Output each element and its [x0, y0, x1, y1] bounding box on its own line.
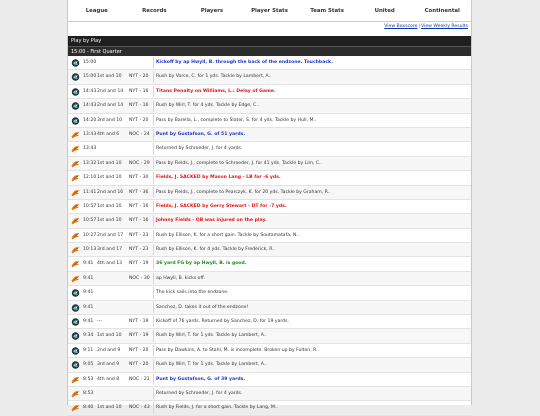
- play-time: 11:41: [83, 189, 97, 195]
- titans-logo-icon: [71, 59, 80, 67]
- column-divider: [153, 345, 154, 356]
- nav-continental[interactable]: Continental: [424, 7, 460, 14]
- play-time: 14:20: [83, 117, 97, 123]
- play-field-position: NYT - 36: [129, 189, 149, 195]
- play-field-position: NYT - 23: [129, 247, 149, 253]
- play-field-position: NOC - 43: [129, 405, 150, 411]
- main-nav: [68, 0, 471, 22]
- titans-logo-icon: [71, 304, 80, 312]
- play-field-position: NYT - 16: [129, 88, 149, 94]
- play-row: [68, 358, 471, 372]
- noc-logo-icon: [71, 275, 80, 283]
- play-time: 14:43: [83, 103, 97, 109]
- play-down-distance: 2nd and 17: [97, 232, 124, 238]
- play-down-distance: 3rd and 17: [97, 247, 123, 253]
- noc-logo-icon: [71, 174, 80, 182]
- column-divider: [153, 57, 154, 68]
- noc-logo-icon: [71, 404, 80, 412]
- play-field-position: NOC - 29: [129, 160, 150, 166]
- play-field-position: NYT - 19: [129, 319, 149, 325]
- play-description: Kickoff of 76 yards. Returned by Sanchez, D. for 19 yards.: [156, 319, 289, 325]
- play-down-distance: 4th and 13: [97, 261, 123, 267]
- titans-logo-icon: [71, 332, 80, 340]
- titans-logo-icon: [71, 117, 80, 125]
- nav-records[interactable]: Records: [142, 7, 167, 14]
- play-row: [68, 186, 471, 200]
- play-down-distance: 3rd and 10: [97, 117, 123, 123]
- play-description: Punt by Gustafson, G. of 51 yards.: [156, 131, 246, 137]
- page: [67, 0, 472, 411]
- column-divider: [153, 71, 154, 82]
- titans-logo-icon: [71, 73, 80, 81]
- noc-logo-icon: [71, 189, 80, 197]
- play-down-distance: 1st and 10: [97, 175, 122, 181]
- play-row: [68, 373, 471, 387]
- column-divider: [153, 330, 154, 341]
- column-divider: [153, 316, 154, 327]
- play-field-position: NOC - 24: [129, 131, 150, 137]
- play-time: 9:41: [83, 261, 94, 267]
- column-divider: [153, 201, 154, 212]
- column-divider: [153, 143, 154, 154]
- play-description: Rush by Wirl, T. for 4 yds. Tackle by Edge, C..: [156, 103, 260, 109]
- column-divider: [153, 359, 154, 370]
- play-time: 15:00: [83, 74, 97, 80]
- play-down-distance: 1st and 10: [97, 405, 122, 411]
- play-field-position: NYT - 30: [129, 175, 149, 181]
- play-down-distance: 2nd and 14: [97, 103, 124, 109]
- play-field-position: NYT - 16: [129, 218, 149, 224]
- column-divider: [153, 273, 154, 284]
- play-row: [68, 171, 471, 185]
- play-down-distance: 3rd and 9: [97, 362, 120, 368]
- play-description: Pass by Dawkins, A. to Stahl, M. is incomplete. Broken up by Fulton, R..: [156, 347, 320, 353]
- nav-team-stats[interactable]: Team Stats: [310, 7, 344, 14]
- titans-logo-icon: [71, 361, 80, 369]
- play-row: [68, 200, 471, 214]
- quarter-header: 15:00 - First Quarter: [68, 46, 471, 56]
- play-field-position: NYT - 16: [129, 203, 149, 209]
- play-time: 9:41: [83, 319, 94, 325]
- play-description: Pass by Fields, J., complete to Pearczyk, K. for 20 yds. Tackle by Graham, R..: [156, 189, 331, 195]
- play-time: 13:43: [83, 131, 97, 137]
- nav-league[interactable]: League: [85, 7, 108, 14]
- play-description: The kick sails into the endzone.: [156, 290, 229, 296]
- play-field-position: NYT - 16: [129, 103, 149, 109]
- play-time: 8:40: [83, 405, 94, 411]
- play-time: 10:27: [83, 232, 97, 238]
- play-row: [68, 286, 471, 300]
- play-down-distance: 1st and 10: [97, 218, 122, 224]
- nav-player-stats[interactable]: Player Stats: [251, 7, 288, 14]
- titans-logo-icon: [71, 289, 80, 297]
- column-divider: [153, 215, 154, 226]
- play-row: [68, 229, 471, 243]
- play-description: Pass by Barella, L., complete to Slater, S. for 4 yds. Tackle by Hull, M..: [156, 117, 317, 123]
- play-down-distance: 1st and 10: [97, 160, 122, 166]
- play-row: [68, 70, 471, 84]
- noc-logo-icon: [71, 260, 80, 268]
- column-divider: [153, 258, 154, 269]
- play-description: Returned by Schroeder, J. for 4 yards.: [156, 146, 243, 152]
- play-time: 9:41: [83, 275, 94, 281]
- play-description: Rush by Wirl, T. for 1 yds. Tackle by Lambert, A..: [156, 362, 267, 368]
- play-row: [68, 329, 471, 343]
- column-divider: [153, 100, 154, 111]
- play-down-distance: 1st and 10: [97, 74, 122, 80]
- play-description: Titans Penalty on Williams, L.: Delay of Game.: [156, 88, 276, 94]
- play-row: [68, 257, 471, 271]
- play-field-position: NYT - 20: [129, 362, 149, 368]
- section-title: Play by Play: [68, 36, 471, 46]
- column-divider: [153, 187, 154, 198]
- play-time: 9:11: [83, 347, 94, 353]
- nav-players[interactable]: Players: [200, 7, 224, 14]
- column-divider: [153, 388, 154, 399]
- play-down-distance: 4th and 8: [97, 376, 120, 382]
- play-description: Pass by Fields, J., complete to Schroeder, J. for 41 yds. Tackle by Lim, C..: [156, 160, 323, 166]
- titans-logo-icon: [71, 318, 80, 326]
- play-field-position: NYT - 20: [129, 117, 149, 123]
- play-field-position: NOC - 21: [129, 376, 150, 382]
- play-field-position: NYT - 20: [129, 347, 149, 353]
- play-time: 8:53: [83, 390, 94, 396]
- noc-logo-icon: [71, 217, 80, 225]
- play-down-distance: 2nd and 16: [97, 189, 124, 195]
- play-description: Fields, J. SACKED by Gerry Stewart - DT for -7 yds.: [156, 203, 287, 209]
- noc-logo-icon: [71, 160, 80, 168]
- noc-logo-icon: [71, 131, 80, 139]
- view-weekly-results-link[interactable]: View Weekly Results: [421, 24, 468, 29]
- play-description: Rush by Vorce, C. for 1 yds. Tackle by Lambert, A..: [156, 74, 272, 80]
- play-time: 14:43: [83, 88, 97, 94]
- play-down-distance: 4th and 6: [97, 131, 120, 137]
- play-row: [68, 214, 471, 228]
- column-divider: [153, 158, 154, 169]
- column-divider: [153, 287, 154, 298]
- column-divider: [153, 86, 154, 97]
- play-description: Rush by Fields, J. for a short gain. Tackle by Lang, M..: [156, 405, 278, 411]
- column-divider: [153, 374, 154, 385]
- play-row: [68, 401, 471, 415]
- play-row: [68, 128, 471, 142]
- view-boxscore-link[interactable]: View Boxscore: [384, 24, 418, 29]
- play-row: [68, 85, 471, 99]
- column-divider: [153, 230, 154, 241]
- play-description: ap Hwyll, B. kicks off.: [156, 275, 206, 281]
- noc-logo-icon: [71, 376, 80, 384]
- play-row: [68, 301, 471, 315]
- play-list: [68, 56, 471, 416]
- play-row: [68, 387, 471, 401]
- column-divider: [153, 302, 154, 313]
- play-down-distance: 1st and 10: [97, 203, 122, 209]
- play-description: Punt by Gustafson, G. of 39 yards.: [156, 376, 246, 382]
- result-links: [68, 24, 471, 34]
- play-down-distance: 2nd and 9: [97, 347, 121, 353]
- play-down-distance: ---: [97, 319, 102, 325]
- link-separator: |: [418, 24, 420, 29]
- play-description: Rush by Ellison, K. for 4 yds. Tackle by Frederick, R..: [156, 247, 276, 253]
- column-divider: [153, 115, 154, 126]
- play-row: [68, 56, 471, 70]
- noc-logo-icon: [71, 390, 80, 398]
- play-time: 9:41: [83, 290, 94, 296]
- titans-logo-icon: [71, 88, 80, 96]
- play-row: [68, 157, 471, 171]
- play-time: 15:00: [83, 60, 97, 65]
- titans-logo-icon: [71, 347, 80, 355]
- column-divider: [153, 172, 154, 183]
- titans-logo-icon: [71, 102, 80, 110]
- play-field-position: NYT - 19: [129, 261, 149, 267]
- play-time: 9:41: [83, 304, 94, 310]
- play-row: [68, 99, 471, 113]
- play-time: 13:43: [83, 146, 97, 152]
- play-time: 10:57: [83, 203, 97, 209]
- play-time: 12:10: [83, 175, 97, 181]
- play-description: Johnny Fields - QB was injured on the play.: [156, 218, 267, 224]
- noc-logo-icon: [71, 145, 80, 153]
- play-time: 8:53: [83, 376, 94, 382]
- column-divider: [153, 129, 154, 140]
- play-field-position: NYT - 20: [129, 74, 149, 80]
- play-row: [68, 272, 471, 286]
- play-row: [68, 114, 471, 128]
- play-description: Kickoff by ap Hwyll, B. through the back of the endzone. Touchback.: [156, 60, 333, 65]
- play-row: [68, 142, 471, 156]
- play-down-distance: 2nd and 14: [97, 88, 124, 94]
- play-description: Rush by Wirl, T. for 1 yds. Tackle by Lambert, A..: [156, 333, 267, 339]
- play-field-position: NYT - 19: [129, 333, 149, 339]
- play-description: Rush by Ellison, K. for a short gain. Tackle by Soutamatafa, N..: [156, 232, 300, 238]
- play-description: 36 yard FG by ap Hwyll, B. is good.: [156, 261, 247, 267]
- play-description: Returned by Schroeder, J. for 4 yards.: [156, 390, 243, 396]
- column-divider: [153, 244, 154, 255]
- noc-logo-icon: [71, 203, 80, 211]
- play-description: Fields, J. SACKED by Mason Lang - LB for -6 yds.: [156, 175, 281, 181]
- play-down-distance: 1st and 10: [97, 333, 122, 339]
- play-description: Sanchez, D. takes it out of the endzone!: [156, 304, 249, 310]
- play-time: 10:13: [83, 247, 97, 253]
- play-time: 9:05: [83, 362, 94, 368]
- play-time: 10:57: [83, 218, 97, 224]
- play-row: [68, 344, 471, 358]
- column-divider: [153, 402, 154, 413]
- play-row: [68, 315, 471, 329]
- play-time: 13:32: [83, 160, 97, 166]
- play-time: 9:34: [83, 333, 94, 339]
- noc-logo-icon: [71, 232, 80, 240]
- nav-united[interactable]: United: [374, 7, 395, 14]
- play-row: [68, 243, 471, 257]
- play-field-position: NOC - 30: [129, 275, 150, 281]
- noc-logo-icon: [71, 246, 80, 254]
- play-field-position: NYT - 23: [129, 232, 149, 238]
